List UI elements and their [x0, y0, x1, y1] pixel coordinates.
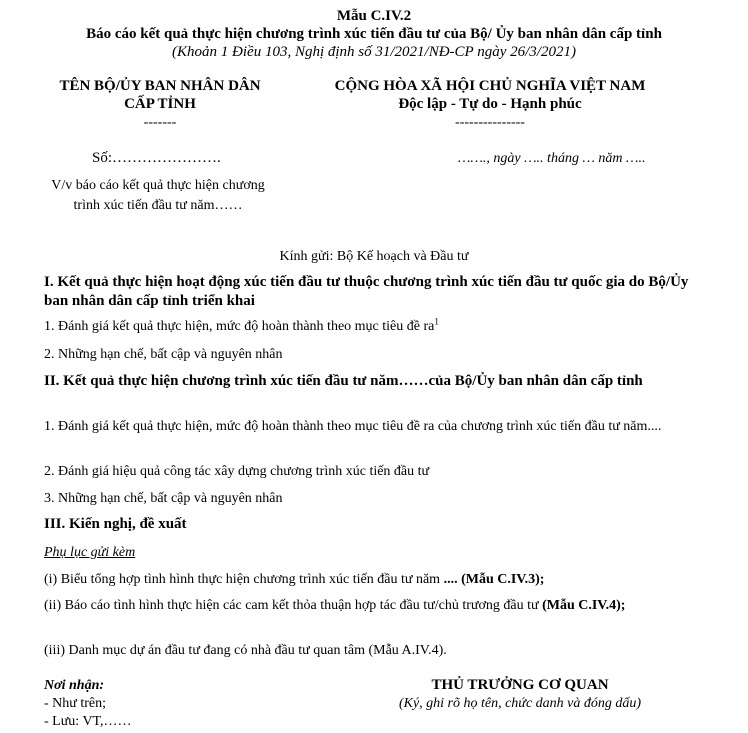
footnote-marker: 1	[434, 316, 439, 327]
issuer-name-line2: CẤP TỈNH	[124, 96, 196, 112]
form-code: Mẫu C.IV.2	[336, 8, 412, 24]
appendix-item-2: (ii) Báo cáo tình hình thực hiện các cam kết thỏa thuận hợp tác đầu tư/chủ trương đầu tư (Mẫu C.IV.4);	[44, 598, 626, 613]
section-2-title: II. Kết quả thực hiện chương trình xúc tiến đầu tư năm……của Bộ/Ủy ban nhân dân cấp tỉnh	[44, 373, 643, 389]
section-2-item-1: 1. Đánh giá kết quả thực hiện, mức độ hoàn thành theo mục tiêu đề ra của chương trình xúc tiến đầu tư năm....	[44, 419, 662, 434]
section-2-item-2: 2. Đánh giá hiệu quả công tác xây dựng chương trình xúc tiến đầu tư	[44, 464, 430, 479]
document-number: Số:………………….	[92, 150, 221, 166]
state-name: CỘNG HÒA XÃ HỘI CHỦ NGHĨA VIỆT NAM	[334, 78, 646, 94]
appendix-title: Phụ lục gửi kèm	[44, 545, 136, 560]
issuer-divider: -------	[143, 115, 177, 130]
state-divider: ---------------	[455, 115, 525, 130]
recipients-item-2: - Lưu: VT,……	[44, 714, 132, 729]
appendix-item-3: (iii) Danh mục dự án đầu tư đang có nhà đầu tư quan tâm (Mẫu A.IV.4).	[44, 643, 447, 658]
section-1-item-1: 1. Đánh giá kết quả thực hiện, mức độ hoàn thành theo mục tiêu đề $ra^1$	[44, 316, 439, 334]
form-title: Báo cáo kết quả thực hiện chương trình xúc tiến đầu tư của Bộ/ Ủy ban nhân dân cấp tỉnh	[86, 26, 662, 42]
section-3-title: III. Kiến nghị, đề xuất	[44, 516, 187, 532]
section-1-item-2: 2. Những hạn chế, bất cập và nguyên nhân	[44, 347, 283, 362]
recipients-item-1: - Như trên;	[44, 696, 107, 711]
legal-basis: (Khoản 1 Điều 103, Nghị định số 31/2021/NĐ-CP ngày 26/3/2021)	[172, 44, 576, 60]
appendix-item-1: (i) Biểu tổng hợp tình hình thực hiện chương trình xúc tiến đầu tư năm .... (Mẫu C.IV.3);	[44, 572, 545, 587]
section-1-title: I. Kết quả thực hiện hoạt động xúc tiến đầu tư thuộc chương trình xúc tiến đầu tư quốc gia do Bộ/Ủy ban nhân dân cấp tỉnh triển khai	[44, 274, 689, 309]
recipient-line: Kính gửi: Bộ Kế hoạch và Đầu tư	[279, 249, 469, 264]
issuer-name-line1: TÊN BỘ/ỦY BAN NHÂN DÂN	[59, 78, 261, 94]
state-motto: Độc lập - Tự do - Hạnh phúc	[398, 96, 582, 112]
document-subject: V/v báo cáo kết quả thực hiện chương trình xúc tiến đầu tư năm……	[51, 178, 265, 213]
recipients-label: Nơi nhận:	[44, 678, 105, 693]
document-date: ……., ngày ….. tháng … năm …..	[458, 151, 646, 166]
section-2-item-3: 3. Những hạn chế, bất cập và nguyên nhân	[44, 491, 283, 506]
signer-title: THỦ TRƯỞNG CƠ QUAN	[431, 677, 609, 693]
signer-note: (Ký, ghi rõ họ tên, chức danh và đóng dấu)	[398, 696, 642, 711]
